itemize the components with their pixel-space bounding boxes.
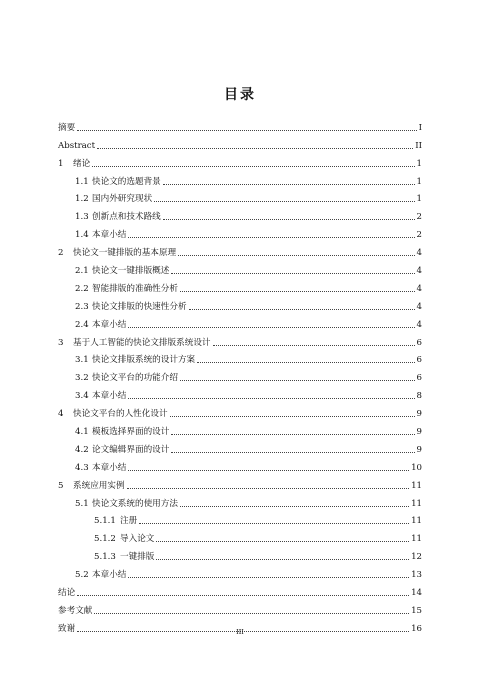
toc-title: 目录 [224,87,256,103]
toc-entry-page: 9 [416,444,422,455]
toc-entry-page: 9 [416,409,422,420]
toc-entry-page: 6 [416,337,422,348]
toc-entry-label [75,373,178,383]
toc-entry-label [75,320,126,330]
toc-entry-text: 快论文平台的人性化设计 [73,409,168,420]
toc-entry-page: 11 [411,480,422,491]
toc-entry[interactable] [58,544,422,562]
toc-entry-number: 4.1 [75,427,89,438]
toc-entry-number: 1.2 [75,194,89,205]
toc-entry-number: 2.1 [75,266,89,277]
toc-entry-page: 4 [416,301,422,312]
dot-leader [128,469,409,471]
toc-entry-page: 15 [411,605,422,616]
dot-leader [180,379,415,381]
toc-entry-label [58,141,95,151]
toc-entry[interactable] [58,419,422,437]
toc-entry[interactable] [58,509,422,527]
toc-entry-number: 5.1.2 [94,534,116,545]
toc-entry-page: 16 [411,623,422,634]
toc-entry-label [75,284,178,294]
toc-entry-text: 本章小结 [92,391,127,402]
toc-entry[interactable] [58,526,422,544]
toc-entry-number: 5.1.3 [94,552,116,563]
dot-leader [163,218,415,220]
toc-entry-number: 1.3 [75,212,89,223]
toc-entry[interactable] [58,204,422,222]
dot-leader [180,505,409,507]
toc-entry-text: 本章小结 [92,462,127,473]
toc-entry-label [75,194,152,204]
toc-entry[interactable] [58,437,422,455]
toc-entry-label [75,266,169,276]
toc-entry-text: 模板选择界面的设计 [92,427,170,438]
toc-entry[interactable] [58,473,422,491]
toc-entry-text: 快论文的选题背景 [92,176,161,187]
toc-entry-page: 11 [411,516,422,527]
toc-entry-number: 5.1 [75,498,89,509]
toc-entry-text: 摘要 [58,122,76,133]
dot-leader [128,236,414,238]
toc-entry-number: 4.2 [75,444,89,455]
toc-entry-label [75,391,126,401]
toc-entry-label [94,552,154,562]
toc-entry-number: 3.4 [75,391,89,402]
toc-entry-page: II [415,140,422,151]
toc-entry-label [58,409,168,419]
toc-entry[interactable] [58,598,422,616]
toc-entry[interactable] [58,330,422,348]
toc-entry-text: 结论 [58,588,76,599]
toc-entry-page: 9 [416,427,422,438]
toc-entry[interactable] [58,294,422,312]
toc-entry[interactable] [58,115,422,133]
toc-entry-text: 创新点和技术路线 [92,212,161,223]
toc-entry-text: 论文编辑界面的设计 [92,444,170,455]
toc-entry-number: 2.2 [75,283,89,294]
toc-entry-page: 11 [411,534,422,545]
toc-entry-label [75,355,195,365]
toc-entry[interactable] [58,365,422,383]
dot-leader [139,522,409,524]
toc-entry-label [58,338,211,348]
toc-entry-text: 导入论文 [120,534,155,545]
toc-entry-label [94,534,154,544]
toc-entry-number: 2.3 [75,301,89,312]
toc-entry-number: 2 [58,248,64,259]
toc-entry-number: 3.2 [75,373,89,384]
dot-leader [156,558,409,560]
toc-entry-label [75,230,126,240]
dot-leader [127,487,409,489]
dot-leader [77,594,409,596]
toc-entry-page: 14 [411,588,422,599]
dot-leader [154,200,414,202]
dot-leader [77,129,416,131]
toc-entry-text: 绪论 [73,158,91,169]
toc-entry-label [75,463,126,473]
toc-entry-label [75,212,161,222]
toc-entry-label [75,570,126,580]
toc-entry-label [58,159,90,169]
toc-entry-text: 快论文一键排版概述 [92,266,170,277]
toc-entry-text: Abstract [58,140,96,151]
toc-entry-page: 10 [411,462,422,473]
table-of-contents [58,115,422,634]
toc-entry-number: 2.4 [75,319,89,330]
toc-entry[interactable] [58,401,422,419]
toc-entry-text: 一键排版 [120,552,155,563]
toc-entry-text: 本章小结 [92,230,127,241]
toc-entry-label [75,445,169,455]
toc-entry-text: 致谢 [58,623,76,634]
toc-entry[interactable] [58,258,422,276]
dot-leader [92,165,414,167]
toc-entry-page: 6 [416,355,422,366]
toc-entry-text: 智能排版的准确性分析 [92,283,178,294]
dot-leader [171,433,414,435]
dot-leader [128,397,414,399]
toc-entry-text: 快论文一键排版的基本原理 [73,248,177,259]
toc-entry-number: 5 [58,480,64,491]
toc-entry-number: 4 [58,409,64,420]
toc-entry-page: 13 [411,570,422,581]
toc-entry[interactable] [58,169,422,187]
dot-leader [189,308,415,310]
dot-leader [94,612,409,614]
toc-entry-page: 11 [411,498,422,509]
toc-entry[interactable] [58,348,422,366]
dot-leader [180,290,415,292]
toc-entry-text: 快论文排版的快速性分析 [92,301,187,312]
toc-entry[interactable] [58,133,422,151]
dot-leader [197,361,414,363]
toc-entry-page: 12 [411,552,422,563]
toc-entry[interactable] [58,187,422,205]
toc-entry-text: 系统应用实例 [73,480,125,491]
toc-entry-label [75,177,161,187]
toc-entry[interactable] [58,383,422,401]
toc-entry-number: 1.1 [75,176,89,187]
toc-entry-text: 快论文系统的使用方法 [92,498,178,509]
toc-entry-number: 1 [58,158,64,169]
toc-entry-text: 国内外研究现状 [92,194,153,205]
dot-leader [163,183,415,185]
toc-entry-page: 2 [416,212,422,223]
toc-entry-number: 3 [58,337,64,348]
toc-entry-label [75,427,169,437]
toc-entry-page: 1 [416,176,422,187]
toc-entry[interactable] [58,276,422,294]
dot-leader [97,147,413,149]
toc-entry[interactable] [58,562,422,580]
toc-entry-label [58,123,75,133]
toc-entry[interactable] [58,151,422,169]
toc-entry-text: 快论文平台的功能介绍 [92,373,178,384]
dot-leader [170,415,415,417]
dot-leader [178,254,414,256]
toc-entry-label [58,248,176,258]
toc-entry-label [94,516,137,526]
toc-entry-text: 基于人工智能的快论文排版系统设计 [73,337,211,348]
toc-entry[interactable] [58,455,422,473]
toc-entry[interactable] [58,491,422,509]
toc-entry-page: 1 [416,158,422,169]
footer-page-number: III [236,628,244,636]
toc-entry-number: 4.3 [75,462,89,473]
toc-entry-label [58,588,75,598]
toc-entry-page: 4 [416,248,422,259]
toc-entry-page: 2 [416,230,422,241]
toc-entry-number: 1.4 [75,230,89,241]
toc-entry-text: 参考文献 [58,605,93,616]
toc-entry[interactable] [58,580,422,598]
toc-entry-page: 1 [416,194,422,205]
toc-entry-number: 3.1 [75,355,89,366]
toc-entry-label [75,302,187,312]
toc-entry-number: 5.2 [75,570,89,581]
toc-entry[interactable] [58,240,422,258]
toc-entry-label [58,481,125,491]
toc-entry-text: 注册 [120,516,138,527]
toc-entry-text: 本章小结 [92,319,127,330]
dot-leader [128,326,414,328]
toc-entry-page: 4 [416,283,422,294]
toc-entry-page: 4 [416,319,422,330]
toc-entry-page: 4 [416,266,422,277]
toc-entry-text: 本章小结 [92,570,127,581]
dot-leader [156,540,409,542]
toc-entry-page: I [418,122,422,133]
toc-entry-label [58,606,92,616]
toc-entry-page: 8 [416,391,422,402]
toc-entry-number: 5.1.1 [94,516,116,527]
toc-entry-label [75,499,178,509]
dot-leader [171,272,414,274]
toc-entry[interactable] [58,312,422,330]
toc-entry-text: 快论文排版系统的设计方案 [92,355,196,366]
dot-leader [128,576,409,578]
toc-entry-page: 6 [416,373,422,384]
dot-leader [213,344,415,346]
toc-entry[interactable] [58,222,422,240]
dot-leader [171,451,414,453]
